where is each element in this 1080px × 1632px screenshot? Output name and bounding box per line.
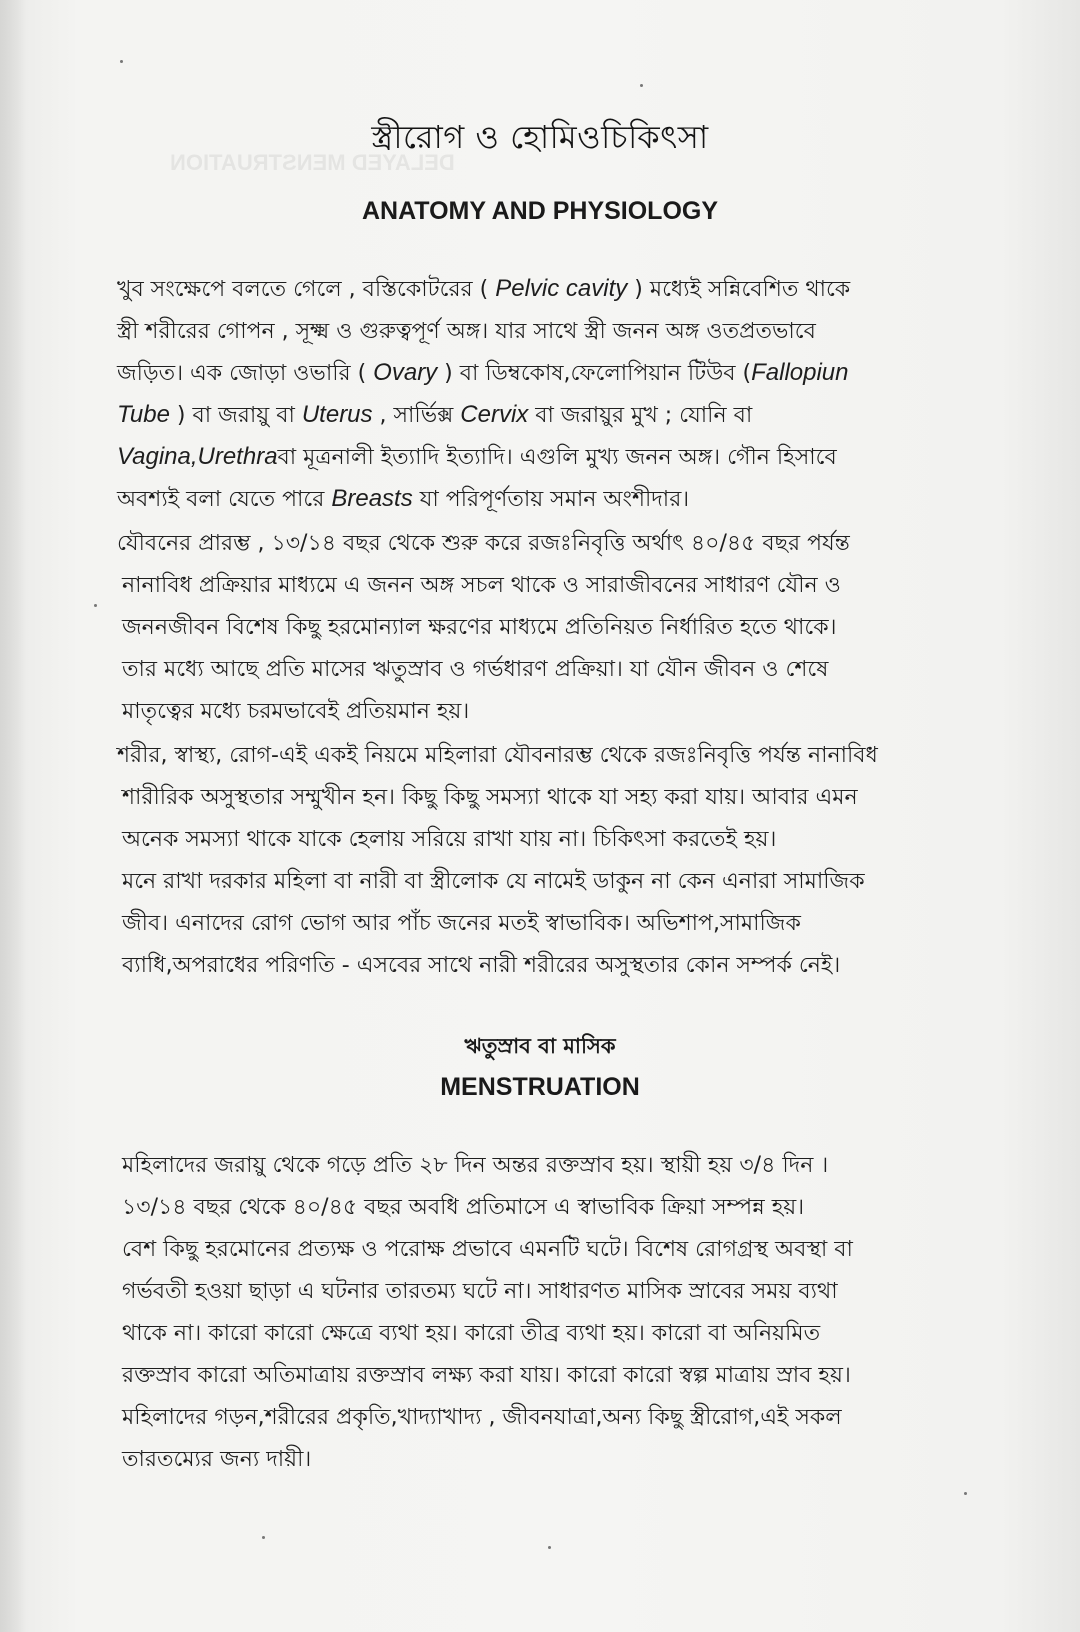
text-run: অবশ্যই বলা যেতে পারে <box>117 487 332 512</box>
english-term: Uterus <box>301 401 373 428</box>
text-line: শারীরিক অসুস্থতার সম্মুখীন হন। কিছু কিছু সমস্যা থাকে যা সহ্য করা যায়। আবার এমন <box>122 785 858 810</box>
text-line: থাকে না। কারো কারো ক্ষেত্রে ব্যথা হয়। কারো তীব্র ব্যথা হয়। কারো বা অনিয়মিত <box>122 1321 821 1346</box>
text-line: মহিলাদের জরায়ু থেকে গড়ে প্রতি ২৮ দিন অন্তর রক্তস্রাব হয়। স্থায়ী হয় ৩/৪ দিন । <box>122 1153 829 1178</box>
section-heading-bengali: ঋতুস্রাব বা মাসিক <box>464 1034 616 1058</box>
text-line <box>0 398 1080 435</box>
english-term: Vagina,Urethra <box>117 443 278 470</box>
scan-speck <box>262 1536 265 1539</box>
text-run: স্ত্রী শরীরের গোপন , সূক্ষ্ম ও গুরুত্বপূর্ণ অঙ্গ। যার সাথে স্ত্রী জনন অঙ্গ ওতপ্রতভাবে <box>117 319 816 344</box>
scan-speck <box>640 84 643 87</box>
text-line: মাতৃত্বের মধ্যে চরমভাবেই প্রতিয়মান হয়। <box>122 699 470 724</box>
text-run: খুব সংক্ষেপে বলতে গেলে , বস্তিকোটরের ( <box>117 277 496 302</box>
text-run: বা জরায়ুর মুখ ; যোনি বা <box>528 403 753 428</box>
text-line: জীব। এনাদের রোগ ভোগ আর পাঁচ জনের মতই স্বাভাবিক। অভিশাপ,সামাজিক <box>122 911 801 936</box>
text-line: শরীর, স্বাস্থ্য, রোগ-এই একই নিয়মে মহিলারা যৌবনারম্ভ থেকে রজঃনিবৃত্তি পর্যন্ত নানাবিধ <box>117 743 878 768</box>
english-term: Breasts <box>331 485 413 512</box>
scan-speck <box>548 1546 551 1549</box>
text-line <box>0 356 1080 393</box>
bleed-through: DELAYED MENSTRUATION <box>170 150 455 175</box>
text-run: বা মূত্রনালী ইত্যাদি ইত্যাদি। এগুলি মুখ্য জনন অঙ্গ। গৌন হিসাবে <box>277 445 837 470</box>
text-line <box>0 482 1080 519</box>
text-line <box>0 272 1080 309</box>
text-line <box>0 314 1080 351</box>
text-line: ব্যাধি,অপরাধের পরিণতি - এসবের সাথে নারী শরীরের অসুস্থতার কোন সম্পর্ক নেই। <box>122 953 841 978</box>
english-term: Pelvic cavity <box>495 275 628 302</box>
section-heading-anatomy: ANATOMY AND PHYSIOLOGY <box>361 197 719 225</box>
text-line <box>0 440 1080 477</box>
text-line: তারতম্যের জন্য দায়ী। <box>122 1447 312 1472</box>
text-line: মনে রাখা দরকার মহিলা বা নারী বা স্ত্রীলোক যে নামেই ডাকুন না কেন এনারা সামাজিক <box>122 869 865 894</box>
text-line: জননজীবন বিশেষ কিছু হরমোন্যাল ক্ষরণের মাধ্যমে প্রতিনিয়ত নির্ধারিত হতে থাকে। <box>122 615 837 640</box>
text-run: যা পরিপূর্ণতায় সমান অংশীদার। <box>412 487 690 512</box>
text-line: গর্ভবতী হওয়া ছাড়া এ ঘটনার তারতম্য ঘটে না। সাধারণত মাসিক স্রাবের সময় ব্যথা <box>122 1279 838 1304</box>
english-term: Ovary <box>373 359 438 386</box>
scan-speck <box>94 604 97 607</box>
text-line: ১৩/১৪ বছর থেকে ৪০/৪৫ বছর অবধি প্রতিমাসে এ স্বাভাবিক ক্রিয়া সম্পন্ন হয়। <box>122 1195 805 1220</box>
text-run: জড়িত। এক জোড়া ওভারি ( <box>117 361 374 386</box>
text-line: নানাবিধ প্রক্রিয়ার মাধ্যমে এ জনন অঙ্গ সচল থাকে ও সারাজীবনের সাধারণ যৌন ও <box>122 573 841 598</box>
scan-speck <box>964 1492 967 1495</box>
text-line: অনেক সমস্যা থাকে যাকে হেলায় সরিয়ে রাখা যায় না। চিকিৎসা করতেই হয়। <box>122 827 777 852</box>
text-run: , সার্ভিক্স <box>372 403 461 428</box>
page-title-bengali: স্ত্রীরোগ ও হোমিওচিকিৎসা <box>371 118 709 156</box>
text-run: ) বা জরায়ু বা <box>169 403 302 428</box>
scan-speck <box>120 60 123 63</box>
section-heading-menstruation: MENSTRUATION <box>440 1073 640 1101</box>
english-term: Cervix <box>460 401 529 428</box>
text-line: যৌবনের প্রারম্ভ , ১৩/১৪ বছর থেকে শুরু করে রজঃনিবৃত্তি অর্থাৎ ৪০/৪৫ বছর পর্যন্ত <box>117 531 850 556</box>
text-line: রক্তস্রাব কারো অতিমাত্রায় রক্তস্রাব লক্ষ্য করা যায়। কারো কারো স্বল্প মাত্রায় স্রাব হয়। <box>122 1363 851 1388</box>
english-term: Tube <box>117 401 170 428</box>
text-line: তার মধ্যে আছে প্রতি মাসের ঋতুস্রাব ও গর্ভধারণ প্রক্রিয়া। যা যৌন জীবন ও শেষে <box>122 657 829 682</box>
english-term: Fallopiun <box>751 359 849 386</box>
text-line: বেশ কিছু হরমোনের প্রত্যক্ষ ও পরোক্ষ প্রভাবে এমনটি ঘটে। বিশেষ রোগগ্রস্থ অবস্থা বা <box>122 1237 853 1262</box>
text-line: মহিলাদের গড়ন,শরীরের প্রকৃতি,খাদ্যাখাদ্য , জীবনযাত্রা,অন্য কিছু স্ত্রীরোগ,এই সকল <box>122 1405 842 1430</box>
text-run: ) বা ডিম্বকোষ,ফেলোপিয়ান টিউব ( <box>437 361 752 386</box>
text-run: ) মধ্যেই সন্নিবেশিত থাকে <box>627 277 851 302</box>
